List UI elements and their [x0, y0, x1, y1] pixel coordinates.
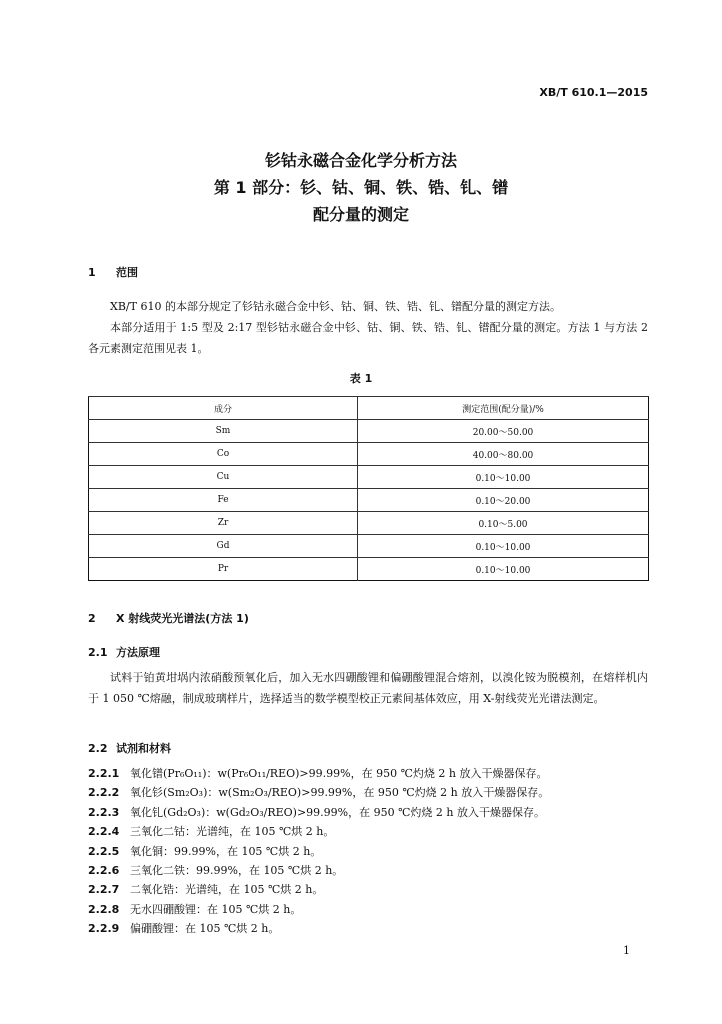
item-text: 氧化钆(Gd₂O₃)：w(Gd₂O₃/REO)>99.99%，在 950 ℃灼烧 2 h 放入干燥器保存。 — [130, 805, 545, 819]
table-cell-component: Cu — [89, 466, 358, 489]
list-item — [88, 920, 658, 939]
item-text: 偏硼酸锂：在 105 ℃烘 2 h。 — [130, 922, 280, 936]
section-number: 2.1 — [88, 646, 108, 659]
table-row — [89, 489, 649, 512]
section-title: X 射线荧光光谱法(方法 1) — [116, 612, 249, 625]
section-1-heading — [88, 264, 138, 280]
subsection-2-1-paragraph: 试料于铂黄坩埚内浓硝酸预氧化后，加入无水四硼酸锂和偏硼酸锂混合熔剂，以溴化铵为脱模剂，在熔样机内于 1 050 ℃熔融，制成玻璃样片，选择适当的数学模型校正元素间基体效应，用 X-射线荧光光谱法测定。 — [88, 671, 648, 705]
section-number: 1 — [88, 266, 96, 279]
table-cell-component: Co — [89, 443, 358, 466]
list-item — [88, 784, 658, 803]
table-row — [89, 558, 649, 581]
page-number: 1 — [623, 944, 630, 957]
section-1-paragraph-1: XB/T 610 的本部分规定了钐钴永磁合金中钐、钴、铜、铁、锆、钆、镨配分量的测定方法。 — [110, 300, 561, 313]
table-caption: 表 1 — [349, 372, 373, 385]
table-row — [89, 443, 649, 466]
item-text: 氧化铜：99.99%，在 105 ℃烘 2 h。 — [130, 844, 322, 858]
section-1-paragraph-2: 本部分适用于 1:5 型及 2:17 型钐钴永磁合金中钐、钴、铜、铁、锆、钆、镨配分量的测定。方法 1 与方法 2 各元素测定范围见表 1。 — [88, 321, 648, 355]
item-number: 2.2.6 — [88, 863, 120, 877]
list-item — [88, 823, 658, 842]
section-title: 方法原理 — [116, 646, 160, 659]
section-number: 2 — [88, 612, 96, 625]
list-item — [88, 804, 658, 823]
reagent-list — [88, 765, 658, 940]
item-number: 2.2.1 — [88, 767, 120, 780]
table-cell-range: 0.10～10.00 — [358, 466, 649, 489]
table-header-row — [89, 397, 649, 420]
item-number: 2.2.2 — [88, 786, 120, 800]
item-number: 2.2.5 — [88, 844, 120, 858]
item-text: 二氧化锆：光谱纯，在 105 ℃烘 2 h。 — [130, 883, 324, 897]
item-text: 氧化钐(Sm₂O₃)：w(Sm₂O₃/REO)>99.99%，在 950 ℃灼烧 2 h 放入干燥器保存。 — [130, 786, 550, 800]
table-cell-component: Pr — [89, 558, 358, 581]
section-title: 范围 — [116, 266, 138, 279]
table-cell-component: Sm — [89, 420, 358, 443]
document-title-line-2: 第 1 部分：钐、钴、铜、铁、锆、钆、镨 — [213, 178, 509, 197]
item-number: 2.2.3 — [88, 805, 120, 819]
table-cell-component: Gd — [89, 535, 358, 558]
table-cell-range: 40.00～80.00 — [358, 443, 649, 466]
standard-code: XB/T 610.1—2015 — [539, 86, 648, 99]
item-text: 三氧化二钴：光谱纯，在 105 ℃烘 2 h。 — [130, 825, 335, 839]
table-row — [89, 512, 649, 535]
list-item — [88, 881, 658, 900]
subsection-2-2-heading — [88, 740, 171, 756]
item-text: 氧化镨(Pr₆O₁₁)：w(Pr₆O₁₁/REO)>99.99%，在 950 ℃灼烧 2 h 放入干燥器保存。 — [130, 767, 548, 780]
table-cell-range: 20.00～50.00 — [358, 420, 649, 443]
section-number: 2.2 — [88, 742, 108, 755]
table-row — [89, 420, 649, 443]
table-row — [89, 535, 649, 558]
table-row — [89, 466, 649, 489]
column-header-component: 成分 — [89, 397, 358, 420]
table-cell-range: 0.10～5.00 — [358, 512, 649, 535]
table-cell-range: 0.10～10.00 — [358, 558, 649, 581]
table-cell-component: Fe — [89, 489, 358, 512]
section-2-heading — [88, 610, 249, 626]
table-cell-component: Zr — [89, 512, 358, 535]
table-body — [89, 420, 649, 581]
item-number: 2.2.7 — [88, 883, 120, 897]
subsection-2-1-heading — [88, 644, 160, 660]
measurement-range-table — [88, 396, 649, 581]
item-text: 无水四硼酸锂：在 105 ℃烘 2 h。 — [130, 902, 302, 916]
column-header-range: 测定范围(配分量)/% — [358, 397, 649, 420]
list-item — [88, 901, 658, 920]
table-cell-range: 0.10～20.00 — [358, 489, 649, 512]
table-cell-range: 0.10～10.00 — [358, 535, 649, 558]
item-number: 2.2.8 — [88, 902, 120, 916]
list-item — [88, 765, 658, 784]
item-text: 三氧化二铁：99.99%，在 105 ℃烘 2 h。 — [130, 863, 344, 877]
list-item — [88, 843, 658, 862]
document-title-line-1: 钐钴永磁合金化学分析方法 — [264, 151, 457, 170]
item-number: 2.2.4 — [88, 825, 120, 839]
item-number: 2.2.9 — [88, 922, 120, 936]
list-item — [88, 862, 658, 881]
section-title: 试剂和材料 — [116, 742, 171, 755]
document-title-line-3: 配分量的测定 — [312, 205, 409, 224]
